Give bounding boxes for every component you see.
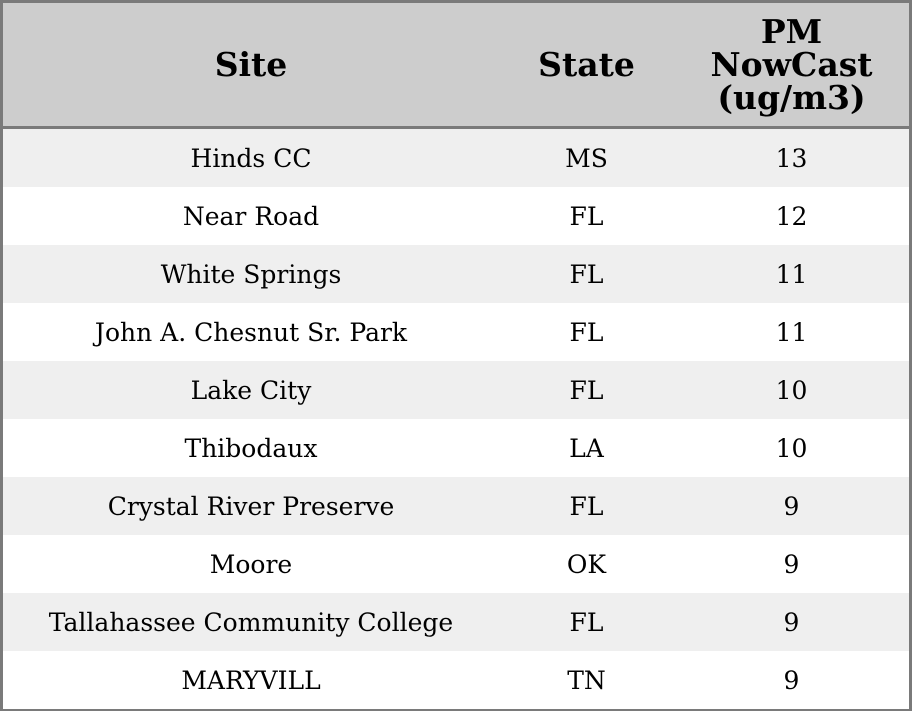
- column-header-pm-line-3: (ug/m3): [717, 78, 866, 117]
- pm-value-cell: 9: [783, 607, 800, 637]
- state-cell: FL: [569, 201, 604, 231]
- site-cell: John A. Chesnut Sr. Park: [94, 317, 408, 347]
- site-cell: MARYVILL: [181, 665, 321, 695]
- table-row: [3, 187, 909, 245]
- site-cell: Hinds CC: [190, 143, 312, 173]
- state-cell: OK: [566, 549, 607, 579]
- state-cell: LA: [569, 433, 604, 463]
- table-row: [3, 303, 909, 361]
- pm-value-cell: 11: [775, 317, 808, 347]
- pm-value-cell: 9: [783, 549, 800, 579]
- table-row: [3, 477, 909, 535]
- site-cell: Crystal River Preserve: [107, 491, 395, 521]
- site-cell: Near Road: [182, 201, 320, 231]
- column-header-state-line: State: [538, 45, 635, 84]
- pm-value-cell: 10: [775, 433, 808, 463]
- state-cell: FL: [569, 375, 604, 405]
- table-row: [3, 535, 909, 593]
- state-cell: TN: [567, 665, 606, 695]
- state-cell: FL: [569, 491, 604, 521]
- site-cell: Tallahassee Community College: [48, 607, 454, 637]
- pm-value-cell: 11: [775, 259, 808, 289]
- state-cell: FL: [569, 607, 604, 637]
- state-cell: FL: [569, 317, 604, 347]
- pm-value-cell: 9: [783, 491, 800, 521]
- column-header-site-line: Site: [214, 45, 288, 84]
- column-header-pm-line-1: PM: [760, 12, 823, 51]
- site-cell: Lake City: [190, 375, 312, 405]
- column-header-state: [499, 3, 674, 126]
- site-cell: Moore: [209, 549, 293, 579]
- site-cell: Thibodaux: [184, 433, 318, 463]
- table-header: [3, 3, 909, 129]
- table-row: [3, 593, 909, 651]
- pm-value-cell: 9: [783, 665, 800, 695]
- column-header-site: [3, 3, 499, 126]
- pm-value-cell: 13: [775, 143, 808, 173]
- table-row: [3, 361, 909, 419]
- pm-value-cell: 12: [775, 201, 808, 231]
- column-header-pm-line-2: NowCast: [710, 45, 873, 84]
- state-cell: MS: [565, 143, 608, 173]
- pm-value-cell: 10: [775, 375, 808, 405]
- state-cell: FL: [569, 259, 604, 289]
- table-row: [3, 651, 909, 709]
- site-cell: White Springs: [160, 259, 342, 289]
- table-row: [3, 419, 909, 477]
- table-row: [3, 245, 909, 303]
- column-header-pm-nowcast: [674, 3, 909, 126]
- table-row: [3, 129, 909, 187]
